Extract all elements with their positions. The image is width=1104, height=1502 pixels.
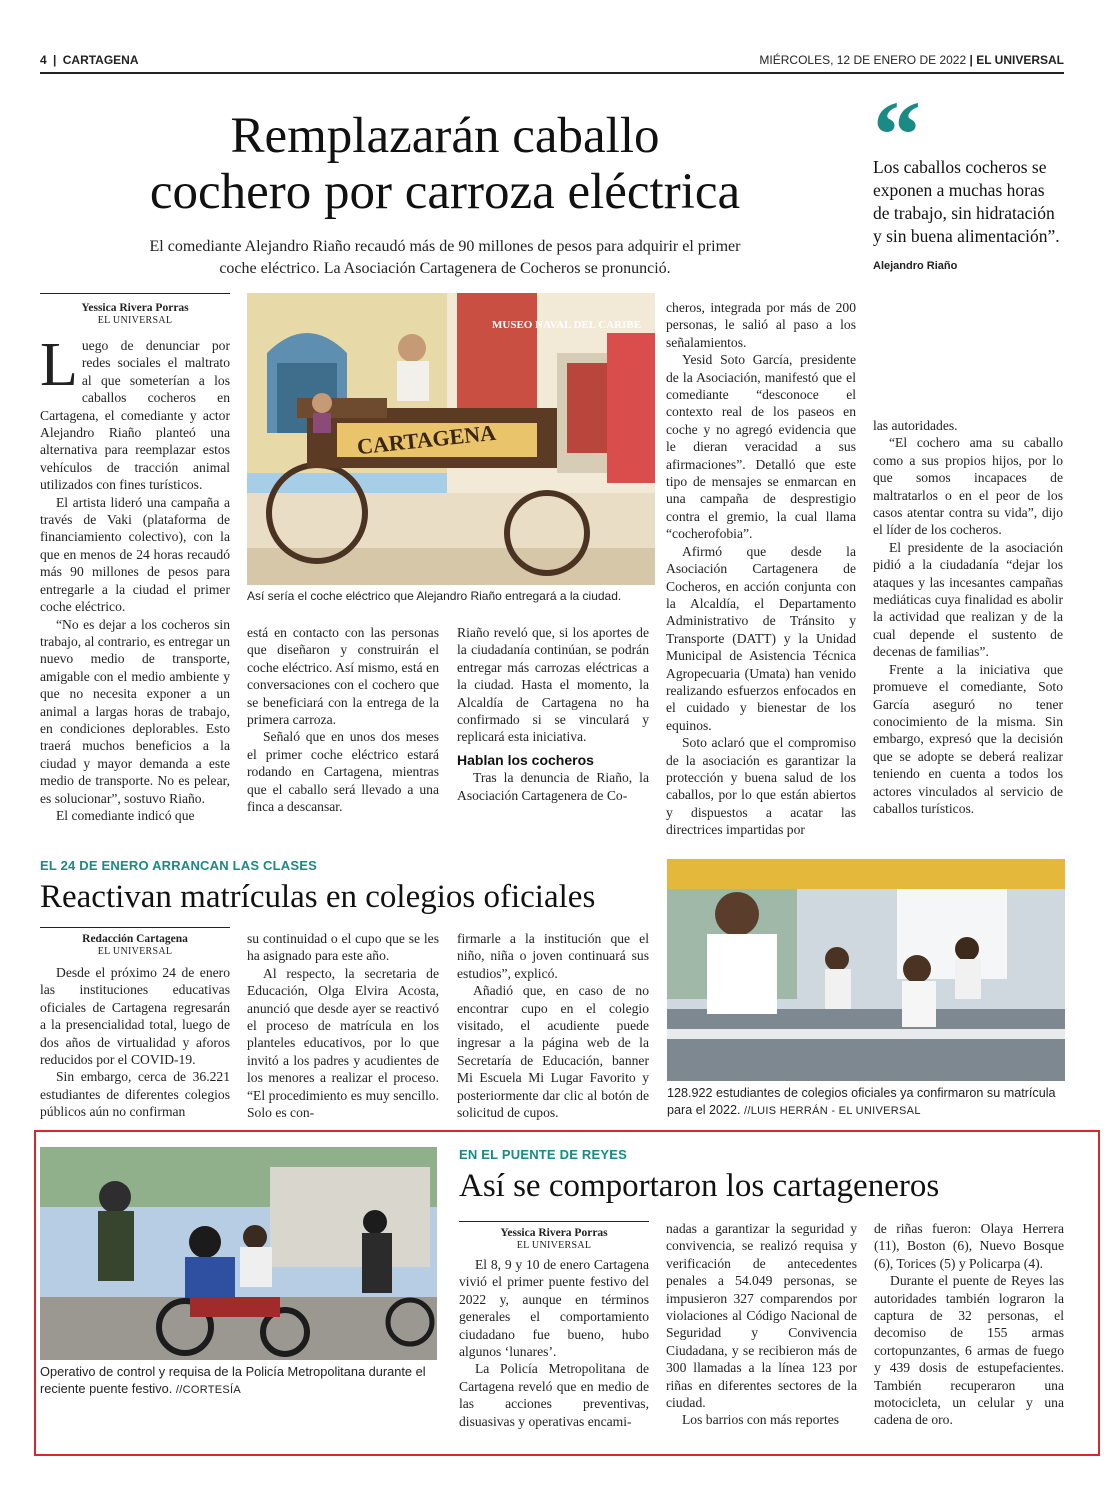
story3-photo-caption: Operativo de control y requisa de la Policía Metropolitana durante el reciente puente festivo. //CORTESÍA — [40, 1364, 426, 1396]
story3-photo-credit: //CORTESÍA — [175, 1384, 242, 1396]
section-name: CARTAGENA — [62, 53, 139, 67]
quote-author: Alejandro Riaño — [873, 260, 958, 272]
story2-headline: Reactivan matrículas en colegios oficiales — [40, 879, 596, 915]
main-col-5: las autoridades. “El cochero ama su caballo como a sus propios hijos, por lo que somos incapaces de maltratarlos o en el peor de los casos atentar contra su vida”, dijo el líder de los cocheros. El presidente de la asociación pidió a la ciudadanía “dejar los ataques y las incesantes campañas mediáticas cuya finalidad es abolir la actividad que realizan y de la cual depende el sustento de decenas de familias”. Frente a la iniciativa que promueve el comediante, Soto García aseguró no tener conocimiento de la misma. Sin embargo, expresó que la decisión que se adopte se deberá realizar teniendo en cuenta a todos los actores vinculados al servicio de caballos turísticos. — [873, 418, 1063, 816]
main-deck: El comediante Alejandro Riaño recaudó más de 90 millones de pesos para adquirir el primer coche eléctrico. La Asociación Cartagenera de Cocheros se pronunció. — [149, 238, 741, 277]
subhead-cocheros: Hablan los cocheros — [457, 751, 594, 768]
main-col-1: Luego de denunciar por redes sociales el maltrato al que someterían a los caballos cocheros en Cartagena, el comediante y actor Alejandro Riaño planteó una alternativa para reemplazar estos vehículos de tracción animal utilizados con fines turísticos. El artista lideró una campaña a través de Vaki (plataforma de financiamiento colectivo), con la que en menos de 24 horas recaudó más 90 millones de pesos para entregarle a la ciudad el primer coche eléctrico. “No es dejar a los cocheros sin trabajo, al contrario, es entregar un nuevo medio de transporte, amigable con el medio ambiente y que no necesita exponer a un animal a largas horas de trabajo, en condiciones deplorables. Esto traerá muchos beneficios a la ciudad y mayor demanda a este medio de transporte. No es pelear, es solucionar”, sostuvo Riaño. El comediante indicó que — [40, 331, 230, 823]
main-photo-caption: Así sería el coche eléctrico que Alejandro Riaño entregará a la ciudad. — [247, 589, 622, 603]
story2-col-2: su continuidad o el cupo que se les ha asignado para este año. Al respecto, la secretaria de Educación, Olga Elvira Acosta, anunció que desde ayer se reactivó el proceso de matrícula en los planteles educativos, por lo que invitó a los padres y acudientes de los menores a realizar el proceso. “El procedimiento es muy sencillo. Solo es con- — [247, 931, 439, 1121]
issue-date: MIÉRCOLES, 12 DE ENERO DE 2022 — [759, 53, 967, 67]
story2-byline: Redacción Cartagena EL UNIVERSAL — [82, 933, 188, 957]
header-rule — [40, 72, 1064, 74]
main-col-2: está en contacto con las personas que diseñaron y construirán el coche eléctrico. Así mismo, está en conversaciones con el cochero que se beneficiará con la entrega de la primera carroza. Señaló que en unos dos meses el primer coche eléctrico estará rodando en Cartagena, mientras que el caballo será llevado a una finca a descansar. — [247, 625, 439, 815]
story2-kicker: EL 24 DE ENERO ARRANCAN LAS CLASES — [40, 858, 317, 873]
main-photo — [247, 293, 655, 585]
pull-quote — [873, 81, 1064, 272]
main-byline — [40, 302, 230, 327]
museum-sign: MUSEO NAVAL DEL CARIBE — [492, 319, 642, 331]
story3-photo — [40, 1147, 437, 1360]
paper-name: EL UNIVERSAL — [976, 53, 1064, 67]
story3-col-1: El 8, 9 y 10 de enero Cartagena vivió el primer puente festivo del 2022 y, aunque en términos generales el comportamiento ciudadano fue bueno, hubo algunos ‘lunares’. La Policía Metropolitana de Cartagena reveló que en medio de las acciones preventivas, disuasivas y operativas encami- — [459, 1257, 649, 1429]
story2-photo-credit: //LUIS HERRÁN - EL UNIVERSAL — [744, 1105, 921, 1117]
story2-col-3: firmarle a la institución que el niño, niña o joven continuará sus estudios”, explicó. Añadió que, en caso de no encontrar cupo en el colegio visitado, el acudiente puede ingresar a la página web de la Secretaría de Educación, banner Mi Escuela Mi Lugar Favorito y posteriormente dar clic al botón de solicitud de cupos. — [457, 931, 649, 1121]
drop-cap: L — [40, 331, 78, 399]
story3-kicker: EN EL PUENTE DE REYES — [459, 1147, 627, 1162]
electric-carriage-illustration — [247, 293, 655, 585]
byline-name: Yessica Rivera Porras — [81, 302, 189, 314]
main-headline: Remplazarán caballo cochero por carroza eléctrica — [149, 108, 741, 220]
police-checkpoint-photo — [40, 1147, 437, 1360]
story2-photo-caption: 128.922 estudiantes de colegios oficiales ya confirmaron su matrícula para el 2022. //LUIS HERRÁN - EL UNIVERSAL — [667, 1086, 1056, 1117]
story3-headline: Así se comportaron los cartageneros — [459, 1168, 940, 1204]
main-col-4: cheros, integrada por más de 200 personas, le salió al paso a los señalamientos. Yesid Soto García, presidente de la Asociación, manifestó que el comediante “desconoce el contexto real de los paseos en coche y no agregó evidencia que le dieran veracidad a sus afirmaciones”. Detalló que este tipo de mensajes se enmarcan en una campaña de desprestigio contra el gremio, la cual llama “cocherofobia”. Afirmó que desde la Asociación Cartagenera de Cocheros, en acción conjunta con la Alcaldía, el Departamento Administrativo de Tránsito y Transporte (DATT) y la Unidad Municipal de Asistencia Técnica Agropecuaria (Umata) han venido realizando esfuerzos enfocados en el cuidado y bienestar de los equinos. Soto aclaró que el compromiso de la asociación es garantizar la protección y buena salud de los caballos, por lo que están abiertos y dispuestos a acatar las directrices impartidas por — [666, 300, 856, 838]
classroom-photo — [667, 859, 1065, 1081]
page-number: 4 — [40, 53, 47, 67]
story2-photo — [667, 859, 1065, 1081]
story2-col-1: Desde el próximo 24 de enero las instituciones educativas oficiales de Cartagena regresarán a la presencialidad total, luego de dos años de virtualidad y aforos reducidos por el COVID-19. Sin embargo, cerca de 36.221 estudiantes de diferentes colegios públicos aún no confirman — [40, 965, 230, 1120]
main-col-3: Riaño reveló que, si los aportes de la ciudadanía continúan, se podrán entregar más carrozas eléctricas a la ciudad. Hasta el momento, la Alcaldía de Cartagena no ha confirmado si se vinculará y replicará esta iniciativa. Hablan los cocheros Tras la denuncia de Riaño, la Asociación Cartagenera de Co- — [457, 625, 649, 803]
story3-col-3: de riñas fueron: Olaya Herrera (11), Boston (6), Nuevo Bosque (6), Torices (5) y Policarpa (4). Durante el puente de Reyes las autoridades también lograron la captura de 32 personas, el decomiso de 155 armas cortopunzantes, 6 armas de fuego y 439 dosis de estupefacientes. También recuperaron una motocicleta, un celular y una cadena de oro. — [874, 1221, 1064, 1428]
quote-text: Los caballos cocheros se exponen a muchas horas de trabajo, sin hidratación y sin buena alimentación”. — [873, 157, 1060, 246]
cart-sign: CARTAGENA — [355, 419, 498, 460]
byline-outlet: EL UNIVERSAL — [97, 315, 173, 326]
page-header: 4 | CARTAGENA MIÉRCOLES, 12 DE ENERO DE 2022 | EL UNIVERSAL — [40, 53, 1064, 67]
quote-mark-icon: “ — [873, 81, 921, 188]
story3-col-2: nadas a garantizar la seguridad y convivencia, se realizó requisa y verificación de antecedentes penales a 54.049 personas, se impusieron 327 comparendos por violaciones al Código Nacional de Seguridad y Convivencia Ciudadana, y se recibieron más de 300 llamadas a la línea 123 por riñas en diferentes sectores de la ciudad. Los barrios con más reportes — [666, 1221, 857, 1428]
story3-byline: Yessica Rivera Porras EL UNIVERSAL — [500, 1227, 608, 1251]
